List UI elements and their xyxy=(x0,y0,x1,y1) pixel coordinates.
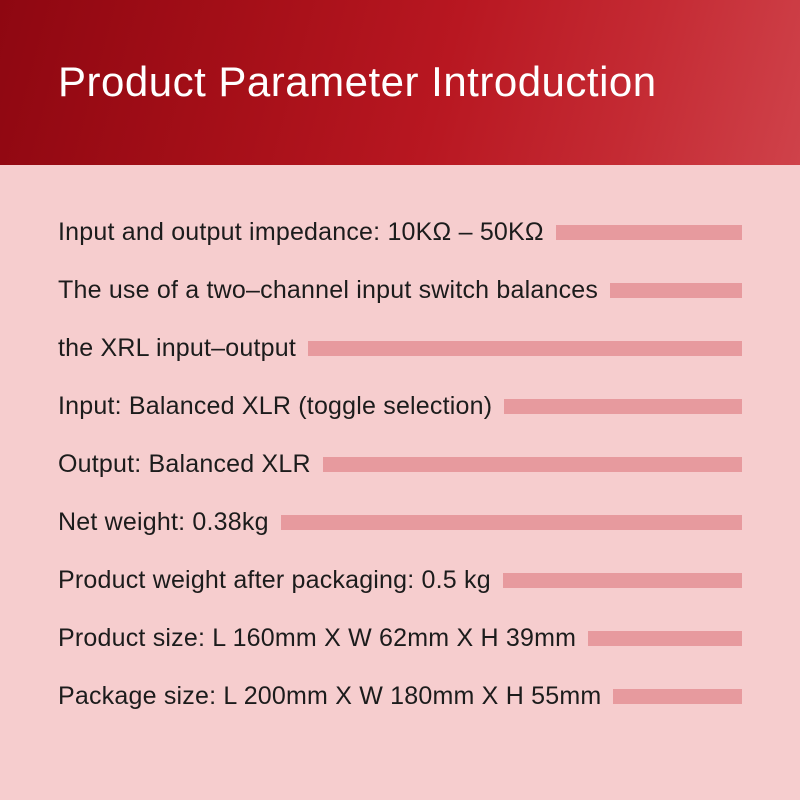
spec-row xyxy=(58,667,742,725)
spec-text: Product size: L 160mm X W 62mm X H 39mm xyxy=(58,623,577,652)
spec-row xyxy=(58,493,742,551)
spec-filler-bar xyxy=(503,573,742,588)
spec-filler-bar xyxy=(588,631,742,646)
page-header xyxy=(0,0,800,165)
spec-filler-bar xyxy=(308,341,742,356)
spec-row xyxy=(58,609,742,667)
spec-filler-bar xyxy=(323,457,742,472)
spec-text: Input: Balanced XLR (toggle selection) xyxy=(58,391,493,420)
spec-row xyxy=(58,435,742,493)
spec-text: the XRL input–output xyxy=(58,333,296,362)
spec-row xyxy=(58,203,742,261)
spec-filler-bar xyxy=(613,689,742,704)
spec-text: Output: Balanced XLR xyxy=(58,449,311,478)
spec-row xyxy=(58,261,742,319)
spec-row xyxy=(58,551,742,609)
spec-list xyxy=(0,165,800,725)
spec-text: Package size: L 200mm X W 180mm X H 55mm xyxy=(58,681,602,710)
spec-filler-bar xyxy=(610,283,742,298)
spec-text: Product weight after packaging: 0.5 kg xyxy=(58,565,491,594)
spec-filler-bar xyxy=(556,225,742,240)
spec-filler-bar xyxy=(281,515,742,530)
page-title: Product Parameter Introduction xyxy=(58,58,657,106)
spec-text: Net weight: 0.38kg xyxy=(58,507,269,536)
spec-row xyxy=(58,377,742,435)
spec-row xyxy=(58,319,742,377)
spec-text: Input and output impedance: 10KΩ – 50KΩ xyxy=(58,217,544,246)
spec-text: The use of a two–channel input switch balances xyxy=(58,275,599,304)
spec-filler-bar xyxy=(504,399,742,414)
